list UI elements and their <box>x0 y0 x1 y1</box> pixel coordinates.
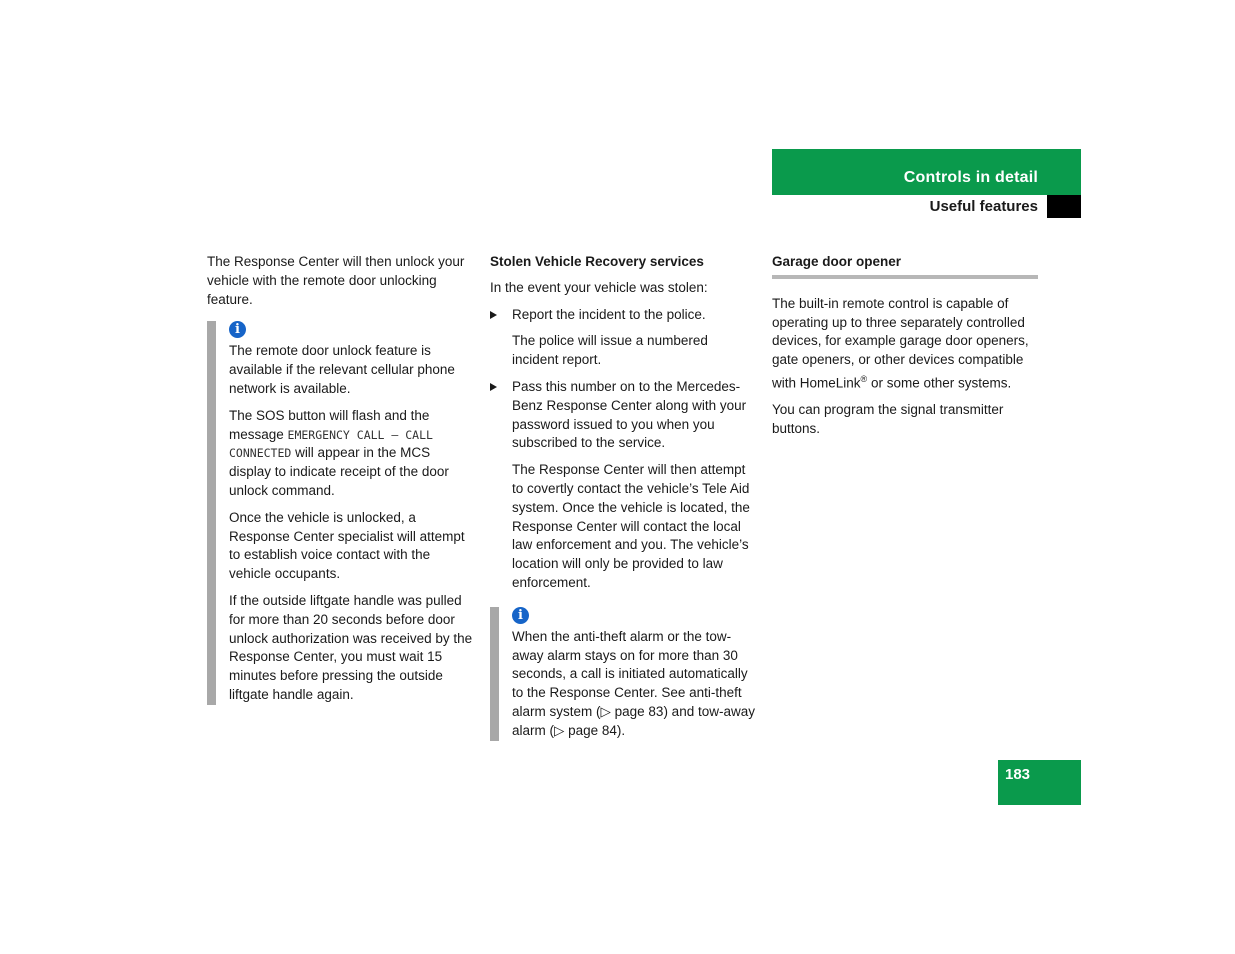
step-item: Pass this number on to the Mercedes-Benz Response Center along with your password issued to you when you subscribed to the service. <box>490 378 758 453</box>
column-3 <box>772 253 1038 447</box>
page-number: 183 <box>1005 766 1031 783</box>
section-heading: Stolen Vehicle Recovery services <box>490 254 704 269</box>
section-title: Controls in detail <box>903 169 1038 186</box>
page-number-box <box>998 760 1081 805</box>
info-note <box>490 607 758 741</box>
info-icon: i <box>512 607 529 624</box>
note-paragraph: Once the vehicle is unlocked, a Response Center specialist will attempt to establish voice contact with the vehicle occupants. <box>229 509 465 582</box>
step-item: Report the incident to the police. <box>490 306 758 325</box>
body-paragraph: You can program the signal transmitter buttons. <box>772 402 1004 437</box>
body-paragraph: The built-in remote control is capable of operating up to three separately controlled devices, for example garage door openers, gate openers, or other devices compatible with HomeLink® or some other systems. <box>772 295 1029 391</box>
info-note <box>207 321 475 704</box>
registered-mark: ® <box>860 373 868 384</box>
note-paragraph: If the outside liftgate handle was pulled for more than 20 seconds before door unlock authorization was received by the Response Center, you must wait 15 minutes before pressing the outside liftgate handle again. <box>229 592 473 702</box>
step-result: The Response Center will then attempt to covertly contact the vehicle’s Tele Aid system. Once the vehicle is located, the Response Center will contact the local law enforcement and you. The vehicle’s location will only be provided to law enforcement. <box>512 462 750 590</box>
bullet-arrow-icon <box>490 311 497 319</box>
subsection-title: Useful features <box>929 198 1038 215</box>
note-paragraph: The remote door unlock feature is available if the relevant cellular phone network is available. <box>229 343 455 396</box>
note-paragraph: When the anti-theft alarm or the tow-away alarm stays on for more than 30 seconds, a call is initiated automatically to the Response Center. See anti-theft alarm system (▷ page 83) and tow-away alarm (▷ page 84). <box>512 628 755 738</box>
display-message: EMERGENCY CALL – CALL CONNECTED <box>229 427 433 461</box>
section-heading: Garage door opener <box>772 253 1038 279</box>
info-icon: i <box>229 321 246 338</box>
bullet-arrow-icon <box>490 383 497 391</box>
note-paragraph: The SOS button will flash and the message EMERGENCY CALL – CALL CONNECTED will appear in the MCS display to indicate receipt of the door unlock command. <box>229 407 449 498</box>
note-bar <box>207 321 216 704</box>
header-band <box>772 149 1081 195</box>
intro-paragraph: In the event your vehicle was stolen: <box>490 279 708 295</box>
column-2 <box>490 253 758 745</box>
header-marker <box>1047 195 1081 218</box>
intro-paragraph: The Response Center will then unlock your vehicle with the remote door unlocking feature. <box>207 254 465 307</box>
step-result: The police will issue a numbered incident report. <box>512 333 708 368</box>
note-bar <box>490 607 499 741</box>
column-1 <box>207 253 475 709</box>
